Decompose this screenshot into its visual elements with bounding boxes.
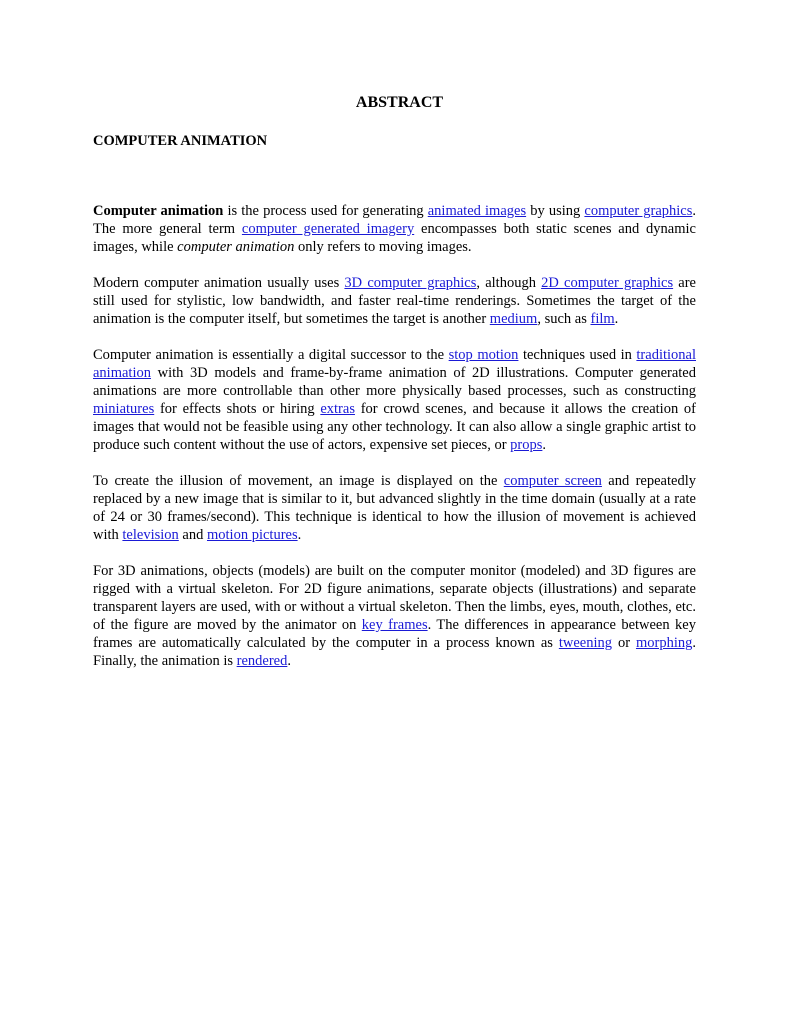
text-run: , such as [537,311,591,327]
paragraph-modern [93,274,696,328]
text-run: techniques used in [518,347,637,363]
text-run: and repeatedly replaced by a new image that is similar to it, but advanced slightly in the time domain (usually at a rate of 24 or 30 frames/second). This technique is identical to how the illusion of movement is achieved with [93,473,696,543]
link-key-frames[interactable]: key frames [361,617,428,633]
document-body [93,202,696,670]
paragraph-successor [93,346,696,454]
italic-term: computer animation [177,239,295,255]
text-run: , although [476,275,542,291]
link-2d-computer-graphics[interactable]: 2D computer graphics [541,275,674,291]
paragraph-3d-2d [93,562,696,670]
text-run: . The more general term [93,203,697,237]
text-run: for effects shots or hiring [154,401,321,417]
link-film[interactable]: film [590,311,615,327]
text-run: . The differences in appearance between key frames are automatically calculated by the computer in a process known as [93,617,696,651]
link-3d-computer-graphics[interactable]: 3D computer graphics [344,275,477,291]
link-extras[interactable]: extras [320,401,355,417]
text-run: encompasses both static scenes and dynamic images, while [93,221,696,255]
text-run: by using [526,203,585,219]
text-run: For 3D animations, objects (models) are built on the computer monitor (modeled) and 3D figures are rigged with a virtual skeleton. For 2D figure animations, separate objects (illustrations) and separate transparent layers are used, with or without a virtual skeleton. Then the limbs, eyes, mouth, clothes, etc. of the figure are moved by the animator on [93,563,696,633]
text-run: only refers to moving images. [294,239,472,255]
section-heading: COMPUTER ANIMATION [93,133,268,149]
link-animated-images[interactable]: animated images [427,203,527,219]
document-page [93,92,696,688]
link-rendered[interactable]: rendered [236,653,288,669]
text-run: . Finally, the animation is [93,635,696,669]
text-run: . [614,311,619,327]
link-television[interactable]: television [122,527,179,543]
link-stop-motion[interactable]: stop motion [448,347,519,363]
link-motion-pictures[interactable]: motion pictures [206,527,298,543]
text-run: To create the illusion of movement, an image is displayed on the [93,473,504,489]
text-run: is the process used for generating [223,203,428,219]
link-props[interactable]: props [510,437,543,453]
link-morphing[interactable]: morphing [635,635,693,651]
text-run: and [178,527,207,543]
text-run: Computer animation is essentially a digital successor to the [93,347,449,363]
text-run: for crowd scenes, and because it allows the creation of images that would not be feasible using any other technology. It can also allow a single graphic artist to produce such content without the use of actors, expensive set pieces, or [93,401,696,453]
text-run: with 3D models and frame-by-frame animation of 2D illustrations. Computer generated animations are more controllable than other more physically based processes, such as constructing [93,365,696,399]
link-traditional-animation[interactable]: traditional animation [93,347,696,381]
text-run: or [612,635,636,651]
link-tweening[interactable]: tweening [558,635,612,651]
text-run: . [297,527,302,543]
link-miniatures[interactable]: miniatures [93,401,155,417]
paragraph-intro [93,202,696,256]
paragraph-illusion [93,472,696,544]
bold-term: Computer animation [93,203,224,219]
link-medium[interactable]: medium [489,311,538,327]
link-computer-graphics[interactable]: computer graphics [584,203,693,219]
text-run: . [287,653,291,669]
text-run: are still used for stylistic, low bandwidth, and faster real-time renderings. Sometimes the target of the animation is the computer itself, but sometimes the target is another [93,275,696,327]
link-computer-screen[interactable]: computer screen [503,473,602,489]
text-run: Modern computer animation usually uses [93,275,345,291]
text-run: . [542,437,547,453]
page-title: ABSTRACT [355,94,444,111]
link-computer-generated-imagery[interactable]: computer generated imagery [241,221,415,237]
